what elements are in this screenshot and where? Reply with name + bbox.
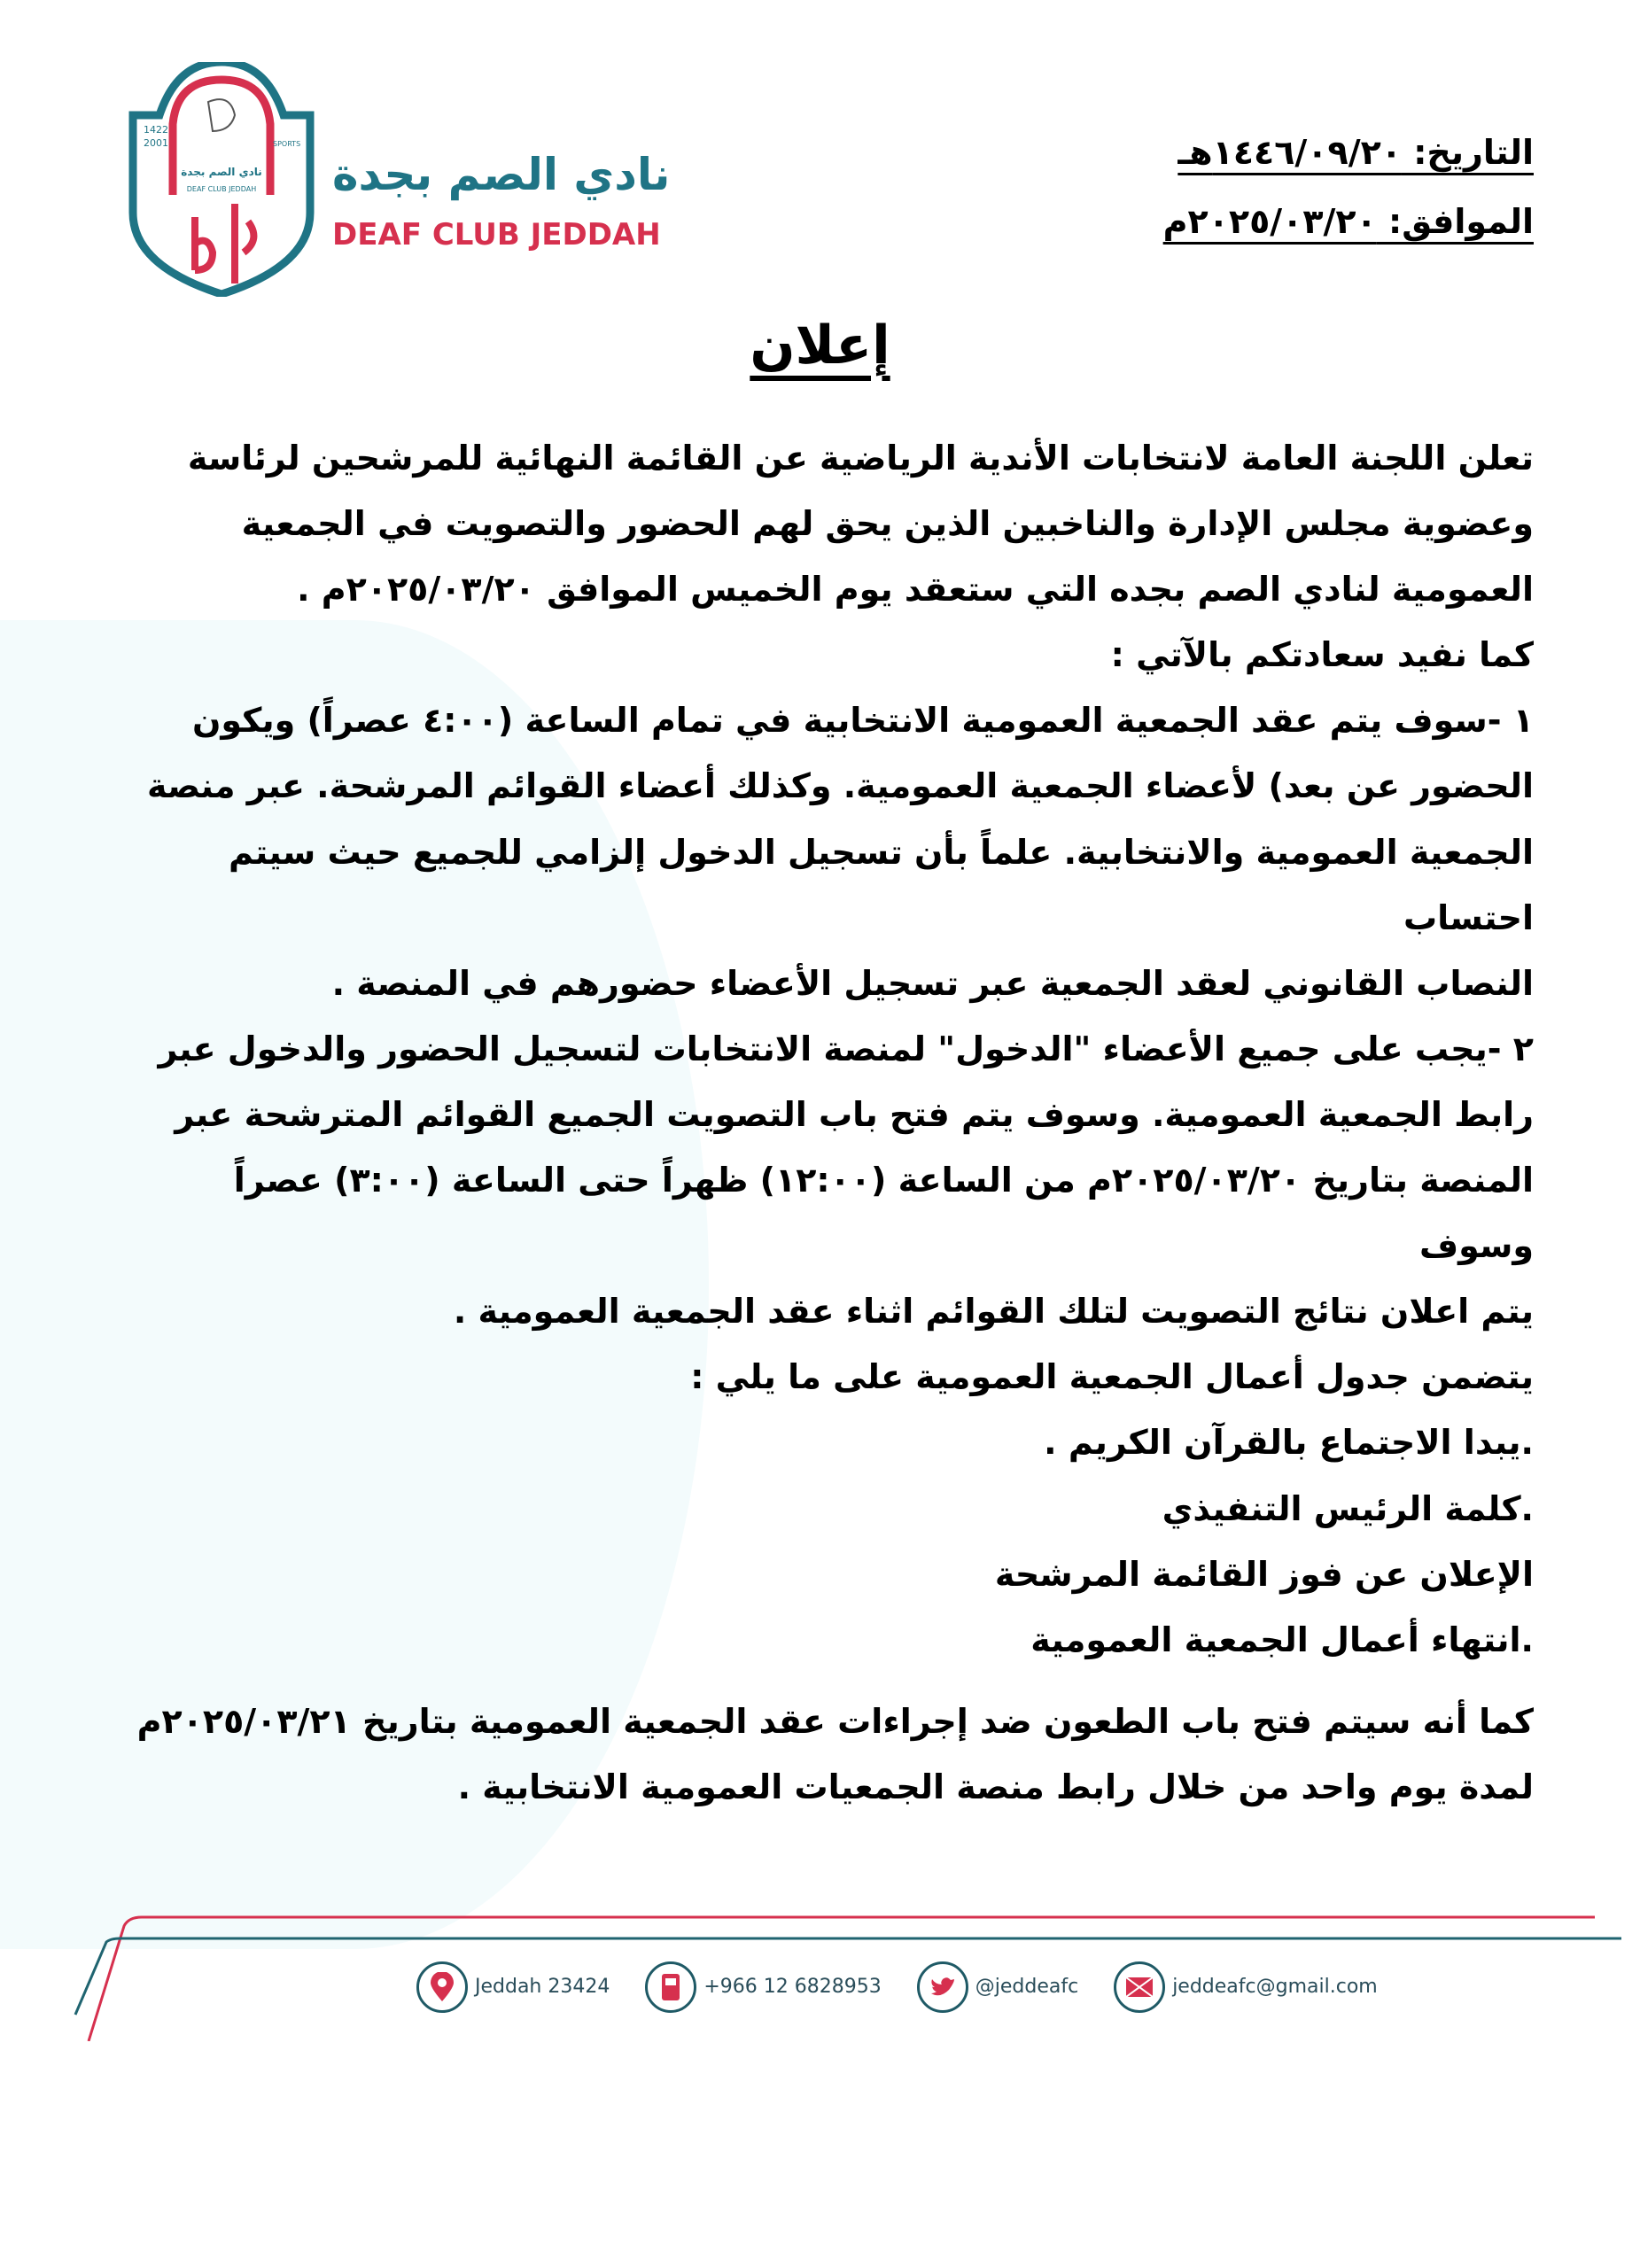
location-pin-icon: [416, 1961, 468, 2013]
item1-line: الجمعية العمومية والانتخابية. علماً بأن تسجيل الدخول إلزامي للجميع حيث سيتم احتساب: [229, 832, 1534, 937]
item2-line: رابط الجمعية العمومية. وسوف يتم فتح باب التصويت الجميع القوائم المترشحة عبر: [175, 1094, 1534, 1134]
phone-fax-icon: [645, 1961, 696, 2013]
document-body: [0, 425, 1640, 2046]
agenda-item: .انتهاء أعمال الجمعية العمومية: [1030, 1619, 1534, 1659]
footer-email: [1114, 1961, 1378, 2013]
club-logo: [124, 62, 319, 297]
agenda-item: .كلمة الرئيس التنفيذي: [1162, 1488, 1534, 1528]
footer-contacts: [416, 1961, 1378, 2013]
item1-line: الحضور عن بعد) لأعضاء الجمعية العمومية. وكذلك أعضاء القوائم المرشحة. عبر منصة: [147, 766, 1534, 806]
address-text: Jeddah 23424: [475, 1976, 610, 1999]
hijri-date: التاريخ: ١٤٤٦/٠٩/٢٠هـ: [1178, 133, 1534, 172]
svg-text:SPORTS: SPORTS: [273, 140, 301, 148]
email-text[interactable]: jeddeafc@gmail.com: [1172, 1976, 1378, 1999]
gregorian-date: الموافق: ٢٠٢٥/٠٣/٢٠م: [1162, 202, 1534, 241]
item1-line: النصاب القانوني لعقد الجمعية عبر تسجيل الأعضاء حضورهم في المنصة .: [331, 963, 1534, 1003]
item2-line: ٢ -يجب على جميع الأعضاء "الدخول" لمنصة الانتخابات لتسجيل الحضور والدخول عبر: [158, 1029, 1534, 1068]
item2-line: يتم اعلان نتائج التصويت لتلك القوائم اثناء عقد الجمعية العمومية .: [453, 1292, 1534, 1332]
footer-address: [416, 1961, 610, 2013]
svg-text:DEAF CLUB JEDDAH: DEAF CLUB JEDDAH: [186, 185, 257, 193]
twitter-handle[interactable]: @jeddeafc: [975, 1976, 1079, 1999]
intro-line: وعضوية مجلس الإدارة والناخبين الذين يحق لهم الحضور والتصويت في الجمعية: [241, 504, 1534, 544]
title-text: إعلان: [750, 315, 890, 377]
footer-twitter: [917, 1961, 1078, 2013]
item1-line: ١ -سوف يتم عقد الجمعية العمومية الانتخابية في تمام الساعة (٤:٠٠ عصراً) ويكون: [191, 701, 1534, 741]
agenda-item: الإعلان عن فوز القائمة المرشحة: [994, 1554, 1534, 1594]
footer-phone: [645, 1961, 881, 2013]
club-name-english: DEAF CLUB JEDDAH: [332, 217, 661, 252]
svg-text:نادي الصم بجدة: نادي الصم بجدة: [181, 166, 262, 178]
agenda-intro: يتضمن جدول أعمال الجمعية العمومية على ما يلي :: [690, 1357, 1534, 1397]
closing-line: لمدة يوم واحد من خلال رابط منصة الجمعيات العمومية الانتخابية .: [457, 1767, 1534, 1806]
footer: [0, 1899, 1640, 2046]
item2-line: المنصة بتاريخ ٢٠٢٥/٠٣/٢٠م من الساعة (١٢:٠٠) ظهراً حتى الساعة (٣:٠٠) عصراً وسوف: [233, 1161, 1534, 1266]
page-title: [0, 315, 1640, 377]
closing-line: كما أنه سيتم فتح باب الطعون ضد إجراءات عقد الجمعية العمومية بتاريخ ٢٠٢٥/٠٣/٢١م: [136, 1701, 1534, 1741]
intro-line: العمومية لنادي الصم بجده التي ستعقد يوم الخميس الموافق ٢٠٢٥/٠٣/٢٠م .: [297, 570, 1534, 610]
body-text: [120, 425, 1534, 1820]
agenda-item: .يبدا الاجتماع بالقرآن الكريم .: [1044, 1423, 1534, 1463]
intro-line: تعلن اللجنة العامة لانتخابات الأندية الرياضية عن القائمة النهائية للمرشحين لرئاسة: [187, 439, 1534, 478]
spacer: [120, 1673, 1534, 1689]
phone-text[interactable]: +966 12 6828953: [703, 1976, 882, 1999]
envelope-icon: [1114, 1961, 1165, 2013]
club-name-arabic: نادي الصم بجدة: [332, 149, 671, 200]
svg-text:1422: 1422: [144, 124, 168, 136]
twitter-bird-icon: [917, 1961, 968, 2013]
intro-line: كما نفيد سعادتكم بالآتي :: [1110, 635, 1534, 675]
svg-text:2001: 2001: [144, 137, 168, 149]
